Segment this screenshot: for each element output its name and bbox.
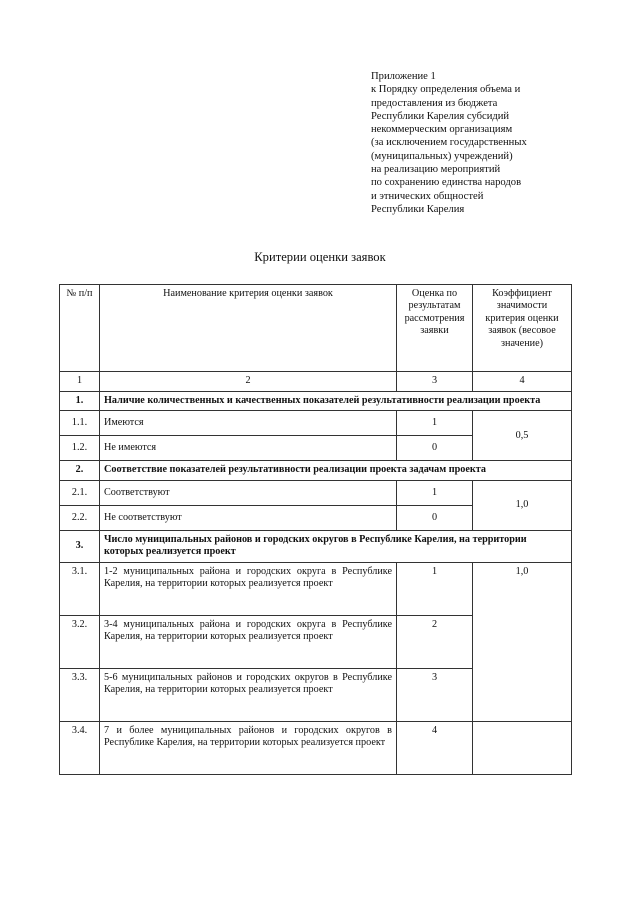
appendix-note [371,70,611,216]
appendix-line: предоставления из бюджета [371,97,498,109]
appendix-line: по сохранению единства народов [371,177,522,189]
option-text: 7 и более муниципальных районов и городских округов в Республике Карелия, на территории которых реализуется проект [100,721,397,774]
section-coef: 1,0 [473,480,572,530]
section-row [60,530,572,562]
option-num: 1.1. [60,411,100,436]
appendix-line: Республики Карелия [371,203,465,215]
section-title: Число муниципальных районов и городских округов в Республике Карелия, на территории которых реализуется проект [100,530,572,562]
appendix-line: (за исключением государственных [371,137,527,149]
column-number: 4 [473,372,572,392]
column-number: 2 [100,372,397,392]
option-row [60,411,572,436]
option-score: 0 [397,505,473,530]
column-number-row [60,372,572,392]
option-text: 1-2 муниципальных района и городских округа в Республике Карелия, на территории которых реализуется проект [100,562,397,615]
option-text: 3-4 муниципальных района и городских округа в Республике Карелия, на территории которых реализуется проект [100,615,397,668]
option-score: 0 [397,436,473,461]
section-row [60,461,572,480]
appendix-line: некоммерческим организациям [371,124,513,136]
appendix-line: Республики Карелия субсидий [371,110,510,122]
appendix-line: к Порядку определения объема и [371,84,521,96]
page-title: Критерии оценки заявок [254,250,386,264]
section-title: Наличие количественных и качественных показателей результативности реализации проекта [100,392,572,411]
option-num: 3.2. [60,615,100,668]
header-score: Оценка по результатам рассмотрения заявки [397,285,473,372]
option-text: Имеются [100,411,397,436]
option-text: Не соответствуют [100,505,397,530]
section-coef: 0,5 [473,411,572,461]
section-num: 3. [60,530,100,562]
option-score: 1 [397,562,473,615]
appendix-line: (муниципальных) учреждений) [371,150,513,162]
header-row [60,285,572,372]
column-number: 1 [60,372,100,392]
option-score: 1 [397,480,473,505]
option-num: 3.1. [60,562,100,615]
option-row [60,721,572,774]
section-num: 1. [60,392,100,411]
option-text: Не имеются [100,436,397,461]
option-row [60,480,572,505]
column-number: 3 [397,372,473,392]
criteria-table [59,284,572,775]
option-num: 3.4. [60,721,100,774]
header-num: № п/п [60,285,100,372]
header-name: Наименование критерия оценки заявок [100,285,397,372]
section-num: 2. [60,461,100,480]
option-score: 1 [397,411,473,436]
option-num: 1.2. [60,436,100,461]
header-coef: Коэффициент значимости критерия оценки заявок (весовое значение) [473,285,572,372]
appendix-line: Приложение 1 [371,71,436,82]
empty-coef-cell [473,721,572,774]
section-coef: 1,0 [473,562,572,721]
option-num: 2.1. [60,480,100,505]
section-title: Соответствие показателей результативности реализации проекта задачам проекта [100,461,572,480]
appendix-line: на реализацию мероприятий [371,164,501,176]
option-text: Соответствуют [100,480,397,505]
option-score: 3 [397,668,473,721]
option-text: 5-6 муниципальных районов и городских округов в Республике Карелия, на территории которых реализуется проект [100,668,397,721]
option-num: 3.3. [60,668,100,721]
section-row [60,392,572,411]
option-row [60,562,572,615]
option-score: 4 [397,721,473,774]
appendix-line: и этнических общностей [371,190,484,202]
option-score: 2 [397,615,473,668]
option-num: 2.2. [60,505,100,530]
